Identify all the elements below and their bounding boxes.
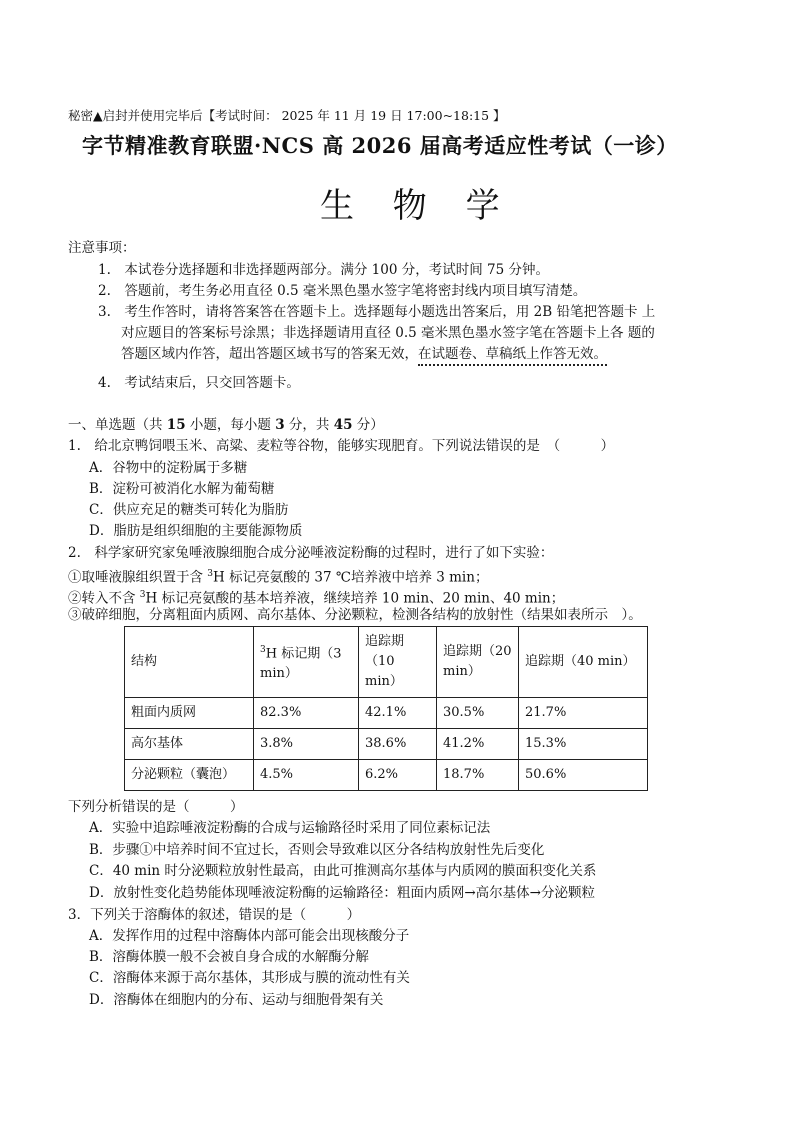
question-3-option-d: D．溶酶体在细胞内的分布、运动与细胞骨架有关 <box>89 992 384 1008</box>
subject-title: 生 物 学 <box>320 186 514 226</box>
table-cell: 6.2% <box>359 760 437 791</box>
question-3-option-b: B．溶酶体膜一般不会被自身合成的水解酶分解 <box>89 949 369 965</box>
table-cell: 高尔基体 <box>125 729 254 760</box>
table-cell: 粗面内质网 <box>125 698 254 729</box>
table-cell: 15.3% <box>519 729 648 760</box>
step-2-pre: ②转入不含 <box>68 590 140 607</box>
table-cell: 3.8% <box>254 729 359 760</box>
table-cell: 38.6% <box>359 729 437 760</box>
notice-item-3-plain: 答题区域内作答，超出答题区域书写的答案无效， <box>121 346 418 362</box>
step-2-superscript: 3 <box>139 590 146 600</box>
table-cell: 4.5% <box>254 760 359 791</box>
table-cell: 42.1% <box>359 698 437 729</box>
table-row <box>125 698 648 729</box>
radioactivity-table <box>124 626 648 791</box>
table-cell: 21.7% <box>519 698 648 729</box>
table-header-cell: 追踪期（20 min） <box>437 627 519 698</box>
table-header-row <box>125 627 648 698</box>
table-cell: 41.2% <box>437 729 519 760</box>
section-heading <box>68 415 384 435</box>
question-1-option-d: D．脂肪是组织细胞的主要能源物质 <box>89 523 303 539</box>
question-1-option-b: B．淀粉可被消化水解为葡萄糖 <box>89 481 275 497</box>
question-1-stem: 1. 给北京鸭饲喂玉米、高粱、麦粒等谷物，能够实现肥育。下列说法错误的是 （ ） <box>68 438 615 454</box>
table-cell: 30.5% <box>437 698 519 729</box>
table-cell: 18.7% <box>437 760 519 791</box>
question-3-stem: 3．下列关于溶酶体的叙述，错误的是（ ） <box>68 907 361 923</box>
question-3-option-c: C．溶酶体来源于高尔基体，其形成与膜的流动性有关 <box>89 970 410 986</box>
table-header-cell: 追踪期（40 min） <box>519 627 648 698</box>
question-2-step-3: ③破碎细胞，分离粗面内质网、高尔基体、分泌颗粒，检测各结构的放射性（结果如表所示 ）。 <box>68 607 642 623</box>
question-2-option-c: C．40 min 时分泌颗粒放射性最高，由此可推测高尔基体与内质网的膜面积变化关系 <box>89 863 597 879</box>
question-2-option-a: A．实验中追踪唾液淀粉酶的合成与运输路径时采用了同位素标记法 <box>89 820 491 836</box>
notice-heading: 注意事项： <box>68 240 136 256</box>
step-1-pre: ①取唾液腺组织置于含 <box>68 569 208 586</box>
table-header-cell: 结构 <box>125 627 254 698</box>
question-1-option-c: C．供应充足的糖类可转化为脂肪 <box>89 502 289 518</box>
notice-item-3-line-3 <box>121 344 607 364</box>
question-2-stem: 2. 科学家研究家兔唾液腺细胞合成分泌唾液淀粉酶的过程时，进行了如下实验： <box>68 545 554 561</box>
notice-item-3-line-2: 对应题目的答案标号涂黑；非选择题请用直径 0.5 毫米黑色墨水签字笔在答题卡上各 题的 <box>121 325 655 341</box>
step-1-superscript: 3 <box>207 569 214 579</box>
section-each-score: 3 <box>275 417 285 433</box>
section-prefix: 一、单选题（共 <box>68 417 167 433</box>
question-2-followup: 下列分析错误的是（ ） <box>68 799 244 815</box>
section-mid-1: 小题，每小题 <box>185 417 276 433</box>
table-row <box>125 729 648 760</box>
section-total-score: 45 <box>333 417 353 433</box>
table-cell: 分泌颗粒（囊泡） <box>125 760 254 791</box>
notice-item-1: 1. 本试卷分选择题和非选择题两部分。满分 100 分，考试时间 75 分钟。 <box>98 262 549 278</box>
question-2-option-b: B．步骤①中培养时间不宜过长，否则会导致难以区分各结构放射性先后变化 <box>89 842 545 858</box>
exam-title: 字节精准教育联盟·NCS 高 2026 届高考适应性考试（一诊） <box>82 133 678 158</box>
question-1-option-a: A．谷物中的淀粉属于多糖 <box>89 460 248 476</box>
notice-item-2: 2. 答题前，考生务必用直径 0.5 毫米黑色墨水签字笔将密封线内项目填写清楚。 <box>98 283 587 299</box>
table-header-cell: 追踪期（10 min） <box>359 627 437 698</box>
question-2-step-1 <box>68 564 488 588</box>
notice-item-3-line-1: 3. 考生作答时，请将答案答在答题卡上。选择题每小题选出答案后，用 2B 铅笔把答题卡 上 <box>98 304 656 320</box>
question-3-option-a: A．发挥作用的过程中溶酶体内部可能会出现核酸分子 <box>89 928 410 944</box>
table-row <box>125 760 648 791</box>
question-2-option-d: D．放射性变化趋势能体现唾液淀粉酶的运输路径：粗面内质网→高尔基体→分泌颗粒 <box>89 885 595 901</box>
section-count: 15 <box>166 417 186 433</box>
notice-item-4: 4. 考试结束后，只交回答题卡。 <box>98 375 300 391</box>
section-suffix: 分） <box>352 417 384 433</box>
table-cell: 50.6% <box>519 760 648 791</box>
step-2-post: H 标记亮氨酸的基本培养液，继续培养 10 min、20 min、40 min； <box>145 590 565 607</box>
section-mid-2: 分，共 <box>284 417 334 433</box>
table-header-cell <box>254 627 359 698</box>
header-superscript: 3 <box>260 644 266 655</box>
exam-header: 秘密▲启封并使用完毕后【考试时间： 2025 年 11 月 19 日 17:00~18:15 】 <box>68 108 506 123</box>
header-label-3min: H 标记期（3 min） <box>260 646 342 682</box>
step-1-post: H 标记亮氨酸的 37 ℃培养液中培养 3 min； <box>213 569 489 586</box>
notice-item-3-emphasis: 在试题卷、草稿纸上作答无效。 <box>418 346 607 366</box>
table-cell: 82.3% <box>254 698 359 729</box>
